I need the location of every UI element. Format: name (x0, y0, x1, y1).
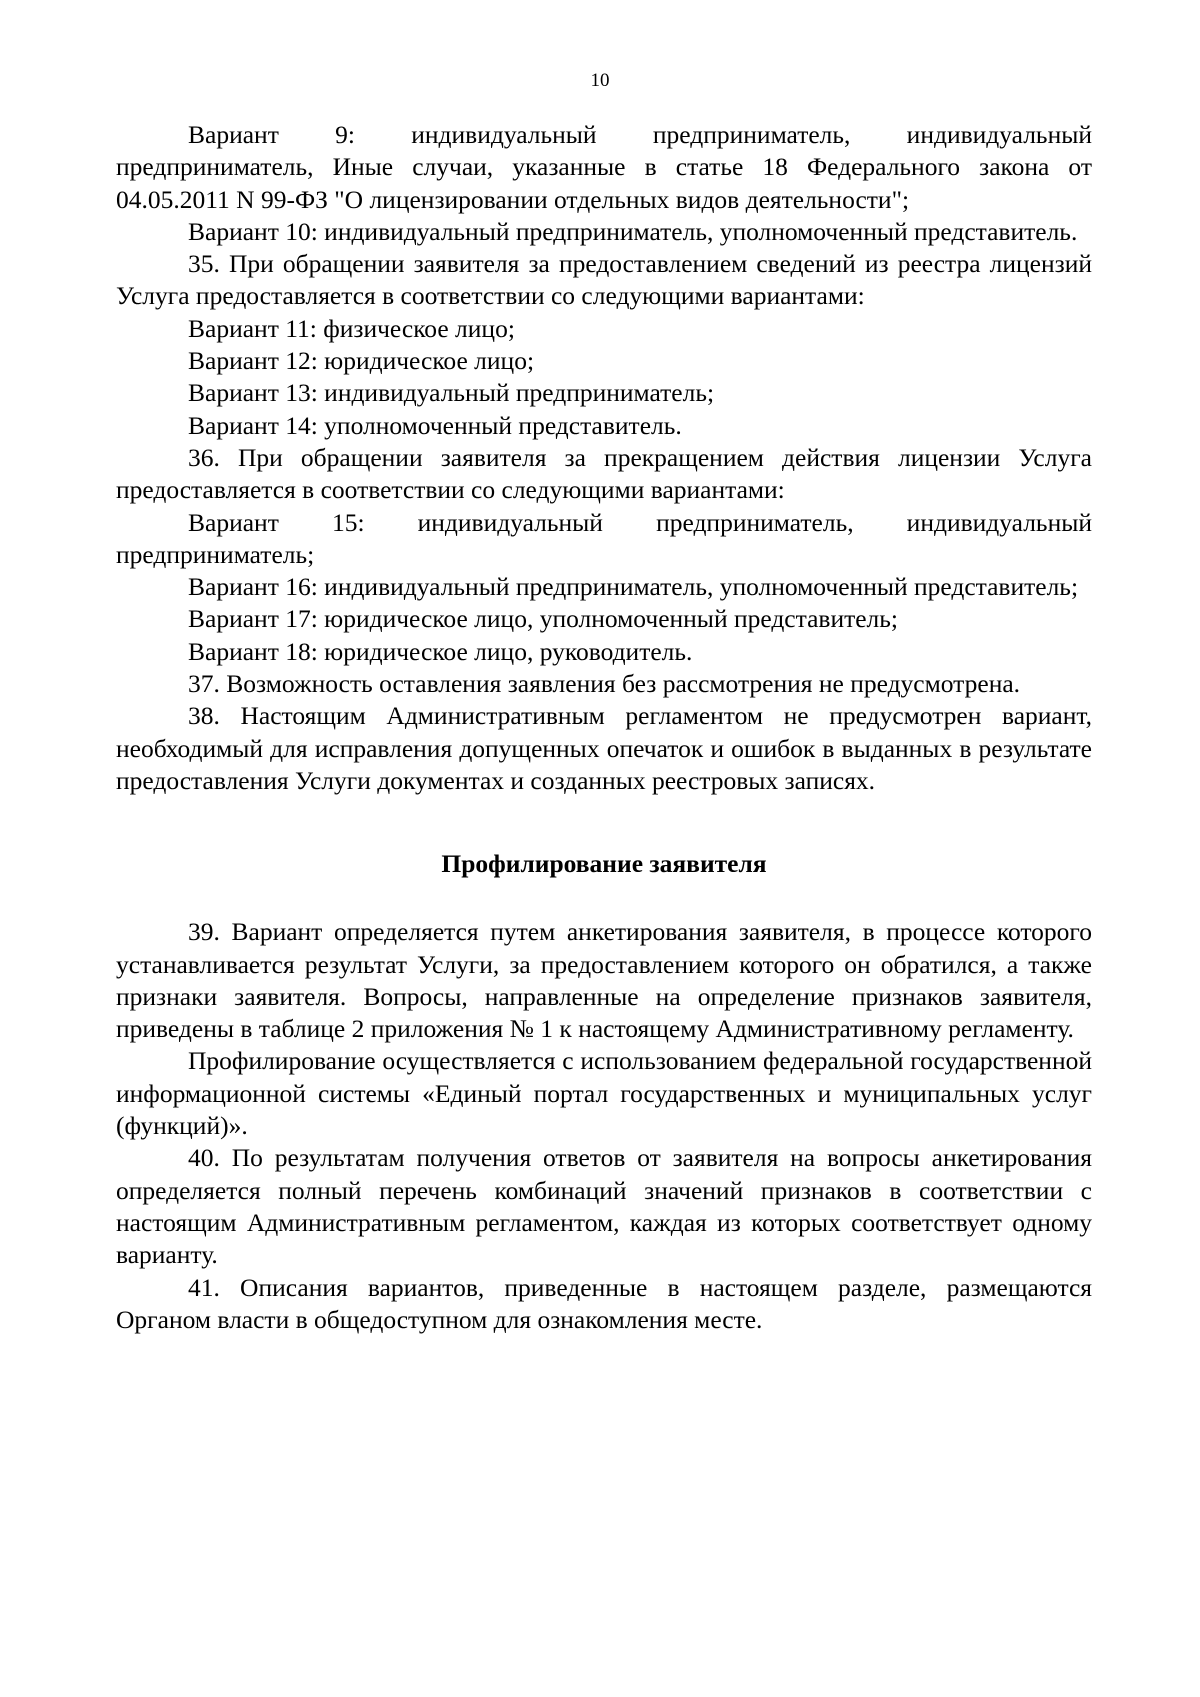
paragraph-variant-10: Вариант 10: индивидуальный предприниматель, уполномоченный представитель. (188, 216, 1078, 246)
paragraph-profiling: Профилирование осуществляется с использованием федеральной государственной информационной системы «Единый портал государственных и муниципальных услуг (функций)». (116, 1046, 1092, 1141)
paragraph-41: 41. Описания вариантов, приведенные в настоящем разделе, размещаются Органом власти в общедоступном для ознакомления месте. (116, 1272, 1092, 1334)
paragraph-36: 36. При обращении заявителя за прекращением действия лицензии Услуга предоставляется в соответствии со следующими вариантами: (116, 442, 1092, 505)
page-number: 10 (590, 70, 610, 91)
paragraph-38: 38. Настоящим Административным регламентом не предусмотрен вариант, необходимый для исправления допущенных опечаток и ошибок в выданных в результате предоставления Услуги документах и созданных реестровых записях. (116, 701, 1092, 795)
paragraph-variant-15: Вариант 15: индивидуальный предприниматель, индивидуальный предприниматель; (116, 507, 1092, 569)
paragraph-variant-17: Вариант 17: юридическое лицо, уполномоченный представитель; (188, 604, 898, 634)
paragraph-variant-9: Вариант 9: индивидуальный предприниматель, индивидуальный предприниматель, Иные случаи, указанные в статье 18 Федерального закона от 04.05.2011 N 99-ФЗ "О лицензировании отдельных видов деятельности"; (116, 120, 1092, 214)
paragraph-variant-13: Вариант 13: индивидуальный предприниматель; (188, 378, 715, 408)
paragraph-variant-12: Вариант 12: юридическое лицо; (188, 346, 535, 376)
document-body (116, 119, 1092, 1336)
paragraph-variant-16: Вариант 16: индивидуальный предприниматель, уполномоченный представитель; (188, 572, 1079, 602)
paragraph-variant-11: Вариант 11: физическое лицо; (188, 313, 515, 343)
paragraph-variant-18: Вариант 18: юридическое лицо, руководитель. (188, 636, 693, 666)
paragraph-37: 37. Возможность оставления заявления без рассмотрения не предусмотрена. (188, 669, 1021, 699)
paragraph-40: 40. По результатам получения ответов от заявителя на вопросы анкетирования определяется полный перечень комбинаций значений признаков в соответствии с настоящим Административным регламентом, каждая из которых соответствует одному варианту. (116, 1143, 1092, 1270)
paragraph-39: 39. Вариант определяется путем анкетирования заявителя, в процессе которого устанавливается результат Услуги, за предоставлением которого он обратился, а также признаки заявителя. Вопросы, направленные на определение признаков заявителя, приведены в таблице 2 приложения № 1 к настоящему Административному регламенту. (116, 917, 1092, 1044)
section-heading: Профилирование заявителя (441, 849, 767, 879)
paragraph-35: 35. При обращении заявителя за предоставлением сведений из реестра лицензий Услуга предоставляется в соответствии со следующими вариантами: (116, 249, 1092, 311)
paragraph-variant-14: Вариант 14: уполномоченный представитель. (188, 410, 682, 440)
